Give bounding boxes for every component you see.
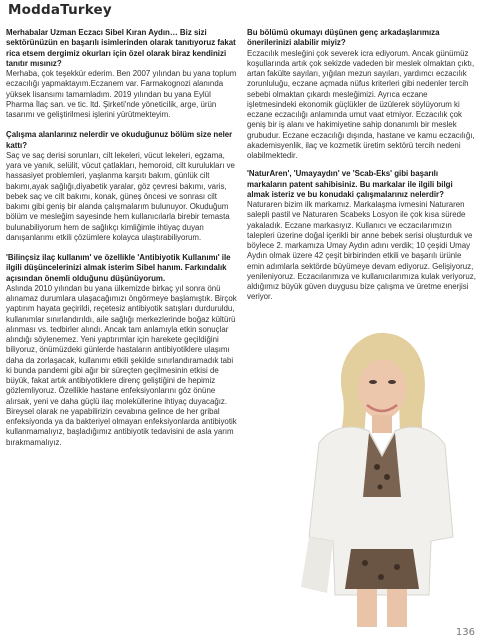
question-youth-advice: Bu bölümü okumayı düşünen genç arkadaşlarımıza önerilerinizi alabilir miyiz? xyxy=(247,28,440,48)
left-column xyxy=(6,28,240,448)
shorts xyxy=(345,549,419,589)
answer-brands: Naturaren bizim ilk markamız. Markalaşma ivmesini Naturaren salepli pastil ve Naturaren Scabeks Losyon ile çok kısa sürede yakaladık. Eczane markasıyız. Kullanıcı ve eczacılarımızın talepleri üzerine doğal içerikli bir anne bebek serisi oluşturduk ve böylece 2. markamıza Umay Aydın adını verdik; 10 çeşidi Umay Aydın olmak üzere 42 çeşit birbirinden etkili ve başarılı ürünle emin adımlarla sektörde büyümeye devam ediyoruz. Gelişiyoruz, yenileniyoruz. Eczacılarımıza ve kullanıcılarımıza kulak veriyoruz, aldığımız büyük güven duygusu bize çalışma ve üretme enerjisi veriyor. xyxy=(247,200,476,302)
answer-intro: Merhaba, çok teşekkür ederim. Ben 2007 yılından bu yana toplum eczacılığı yapmaktayım.Eczanem var. Farmakognozi alanında yüksek lisansımı tamamladım. 2019 yılından bu yana Eylül Pharma İlaç san. ve tic. ltd. Şirketi'nde yöneticilik, arge, ürün tasarımı ve geliştirilmesi işlerini yürütmekteyim. xyxy=(6,69,237,119)
portrait-photo xyxy=(281,327,473,627)
question-intro: Merhabalar Uzman Eczacı Sibel Kıran Aydın… Biz sizi sektörünüzün en başarılı isimlerinden olarak tanıtıyoruz fakat rica etsem dergimiz okurları için özel olarak biraz kendinizi tanıtır mısınız? xyxy=(6,28,236,68)
answer-work-areas: Saç ve saç derisi sorunları, cilt lekeleri, vücut lekeleri, egzama, yara ve yanık, selülit, vücut çatlakları, hemoroid, cilt kurulukları ve hassasiyet problemleri, yaşlanma karşıtı bakım, günlük cilt bakımı,ayak sağlığı,diyabetik yaralar, göz çevresi bakımı, varis, bebek saç ve cilt bakımı, konak, güneş öncesi ve sonrası cilt bakımı gibi geniş bir alanda çalışmalarım bulunuyor. Okuduğum bölüm ve mesleğim sayesinde hem kullanıcılarla birebir temasta bulunabiliyorum hem de sağlıkçı kimliğimle ihtiyaç duyan danışanlarımı etkili çözümlere kolayca ulaştırabiliyorum. xyxy=(6,150,235,242)
question-antibiotic: 'Bilinçsiz ilaç kullanım' ve özellikle 'Antibiyotik Kullanımı' ile ilgili düşüncelerinizi almak isterim Sibel hanım. Farkındalık açısından önemli olduğunu düşünüyorum. xyxy=(6,253,231,283)
right-column xyxy=(247,28,476,303)
page-number: 136 xyxy=(455,627,475,638)
answer-youth-advice: Eczacılık mesleğini çok severek icra ediyorum. Ancak günümüz koşullarında artık çok sekizde vadeden bir meslek olmaktan çıktı, artan fakülte sayıları, yığılan mezun sayıları, yardımcı eczacılık zorunluluğu, eczane açmada nüfus kriterleri gibi nedenler tercih sebebi olmaktan çıkardı mesleğimizi. Ayrıca eczane işletmesindeki ekonomik güçlükler de üzülerek söylüyorum ki eczane eczacılığı anlamında umut vaat etmiyor. Eczacılık çok geniş bir iş alanı ve hakimiyetine sahip donanımlı bir meslek grubudur. Eczane eczacılığı dışında, hastane ve kamu eczacılığı, akademisyenlik, ilaç ve kozmetik üretim sektörü tercih nedeni olabilmektedir. xyxy=(247,48,475,160)
question-work-areas: Çalışma alanlarınız nelerdir ve okuduğunuz bölüm size neler kattı? xyxy=(6,130,233,150)
question-brands: 'NaturAren', 'Umayaydın' ve 'Scab-Eks' gibi başarılı markaların patent sahibisiniz. Bu markalar ile ilgili bilgi almak isteriz ve bu konudaki çalışmalarınız nelerdir? xyxy=(247,169,453,199)
magazine-logo: ModdaTurkey xyxy=(8,2,112,18)
answer-antibiotic: Aslında 2010 yılından bu yana ülkemizde birkaç yıl sonra önü alınamaz durumlara ulaşacağımızı öngörmeye başlamıştık. Birçok yaptırım hayata geçirildi, reçetesiz antibiyotik satışları durduruldu, kullanımlar sınırlandırıldı, aile sağlığı merkezlerinde boğaz kültürü alınması vs. tedbirler alındı. Ancak tam anlamıyla etkin sonuçlar alındığı söylenemez. Yeni yaptırımlar için harekete geçildiğini biliyoruz, önümüzdeki günlerde hastaların antibiyotiklere ulaşımı daha da zorlaşacak, kullanımı etkili şekilde sınırlandıramadık tabi ki bunda pandemi gibi ağır bir süreçten geçilmesinin etkisi de büyük, fakat artık antibiyotiklere direnç geliştiğini de hepimiz gözlemliyoruz. Özellikle hastane enfeksiyonlarını göz önüne alırsak, yeni ve daha güçlü ilaç moleküllerine ihtiyaç duyacağız. Bireysel olarak ne yapabilirizin cevabına gelince de her gribal enfeksiyonda ya da bakteriyel olmayan enfeksiyonlarda antibiyotik kullanmamalıyız, başladığımız antibiyotik tedavisini de asla yarım bırakmamalıyız. xyxy=(6,283,237,447)
